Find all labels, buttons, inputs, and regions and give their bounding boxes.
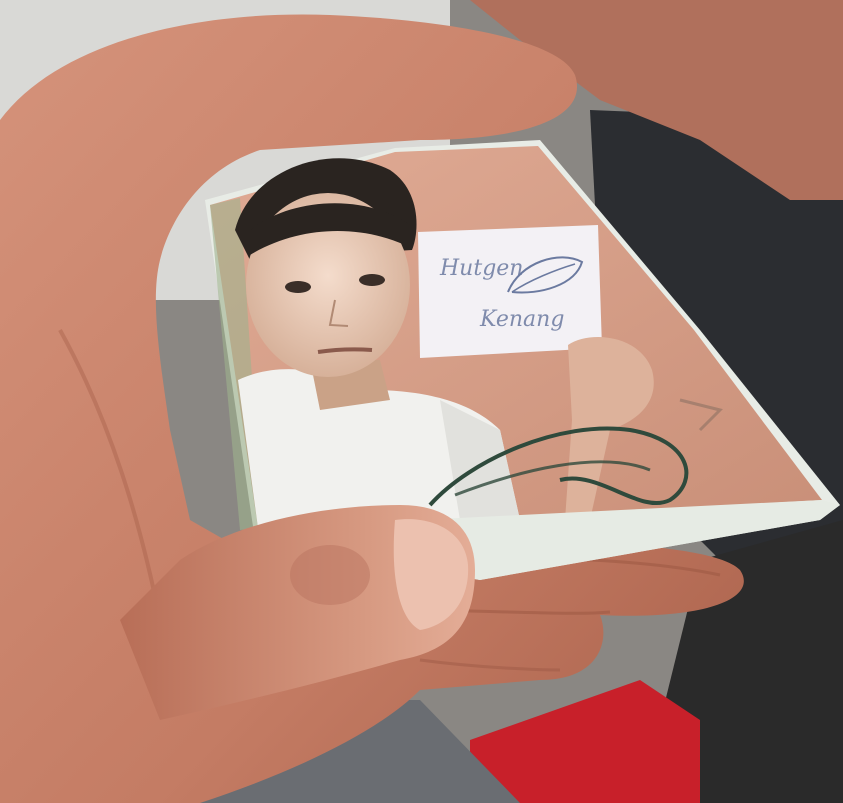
photo-sign-line-1: Hutgen bbox=[440, 256, 524, 281]
photo-eye-left bbox=[285, 281, 311, 293]
photo-sign-card bbox=[418, 225, 602, 358]
thumb-callus bbox=[290, 545, 370, 605]
photo-eye-right bbox=[359, 274, 385, 286]
photo-sign-line-2: Kenang bbox=[480, 307, 565, 332]
